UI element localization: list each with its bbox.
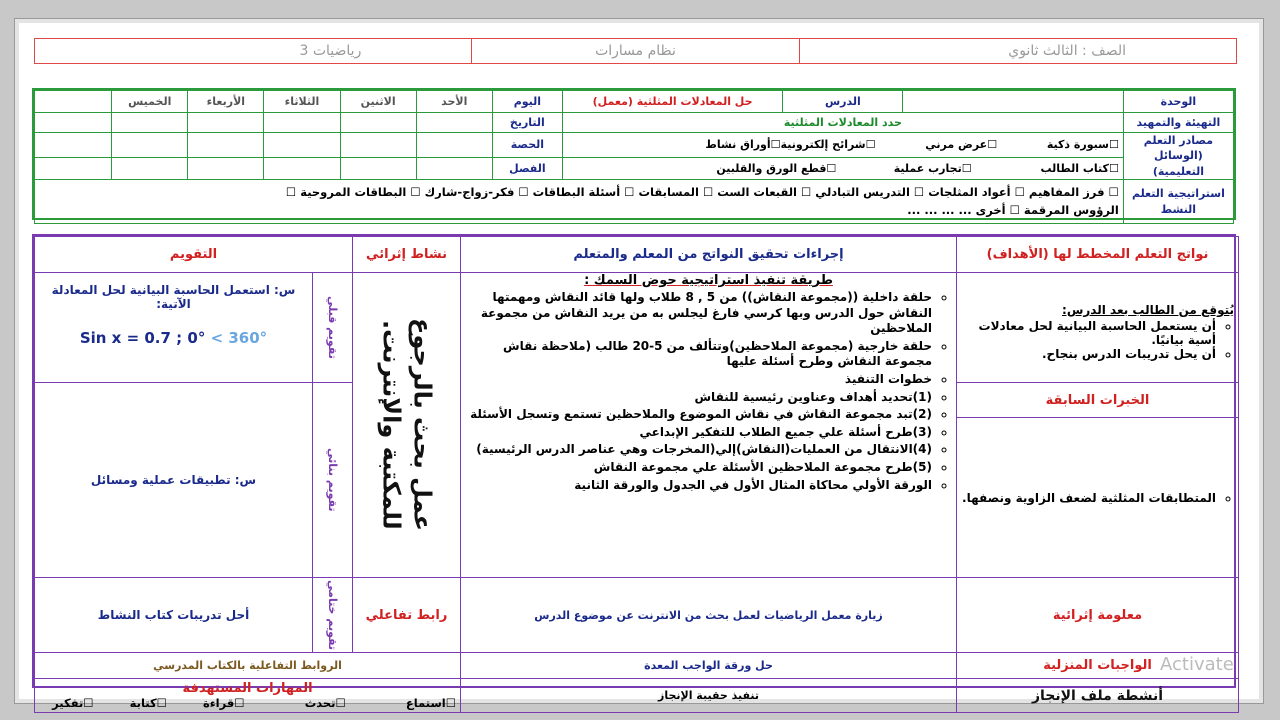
outcomes-cell <box>957 273 1239 383</box>
day-monday: الاثنين <box>340 91 416 113</box>
strategy-label: استراتيجية التعلم النشط <box>1123 180 1233 224</box>
res-worksheets: أوراق نشاط <box>705 138 771 152</box>
skill-thinking: ☐تفكير <box>52 696 94 711</box>
link-label: رابط تفاعلي <box>353 578 461 653</box>
proc-item-6: ◦ (3)طرح أسئلة علي جميع الطلاب للتفكير الإبداعي <box>465 425 932 441</box>
proc-item-2: ◦ حلقة خارجية (مجموعة الملاحظين)وتتألف من 5-20 طالب (ملاحظة نقاش مجموعة النقاش وطرح أسئلة عليها <box>465 339 932 370</box>
activate-watermark: Activate <box>1160 654 1234 675</box>
unit-label: الوحدة <box>1123 91 1233 113</box>
skills-cell <box>35 679 461 713</box>
resources-row1: ☐سبورة ذكية ☐عرض مرني ☐شرائح إلكترونية☐أوراق نشاط <box>562 133 1123 158</box>
intro-label: التهيئة والتمهيد <box>1123 113 1233 133</box>
pre-assessment-label: تقويم قبلي <box>313 273 353 383</box>
activity-cell <box>353 273 461 578</box>
proc-item-1: ◦ حلقة داخلية ((مجموعة النقاش)) من 5 , 8 طلاب ولها قائد النقاش ومهمتها النقاش حول الدرس وبها كرسي فارغ ليجلس به من يريد النقاش من مجموعة الملاحظين <box>465 290 932 337</box>
res-flex-display: ☐عرض مرني <box>925 138 998 152</box>
prior-header: الخبرات السابقة <box>957 383 1239 418</box>
activity-text: عمل بحث بالرجوع للمكتبة والإنترنت. <box>377 318 437 532</box>
res-experiments: ☐تجارب عملية <box>893 161 972 175</box>
outcomes-header: نواتج التعلم المخطط لها (الأهداف) <box>957 237 1239 273</box>
header-bar <box>34 38 1237 64</box>
resources-label: مصادر التعلم (الوسائل التعليمية) <box>1123 133 1233 180</box>
day-label: اليوم <box>492 91 562 113</box>
summative-text: أحل تدريبات كتاب النشاط <box>35 578 313 653</box>
portfolio-label: أنشطة ملف الإنجاز <box>957 679 1239 713</box>
proc-item-9: ◦ الورقة الأولي محاكاة المثال الأول في الجدول والورقة الثانية <box>465 478 932 494</box>
outcome-2: ◦ أن يحل تدريبات الدرس بنجاح. <box>961 347 1216 361</box>
proc-item-3: ◦ خطوات التنفيذ <box>465 372 932 388</box>
skill-listening: ☐استماع <box>405 696 457 711</box>
pre-assessment-text: س: استعمل الحاسبة البيانية لحل المعادلة الآتية: <box>51 283 296 311</box>
system-cell: نظام مسارات <box>471 39 798 63</box>
link-value: الروابط التفاعلية بالكتاب المدرسي <box>35 653 461 679</box>
day-tuesday: الثلاثاء <box>264 91 340 113</box>
formative-text: س: تطبيقات عملية ومسائل <box>35 383 313 578</box>
lesson-label: الدرس <box>783 91 903 113</box>
pre-assessment-cell <box>35 273 313 383</box>
outcome-1: ◦ أن يستعمل الحاسبة البيانية لحل معادلات أسية بيانيًا. <box>961 319 1216 347</box>
resources-row2 <box>562 157 1123 179</box>
class-label: الفصل <box>492 157 562 179</box>
date-label: التاريخ <box>492 113 562 133</box>
skills-label: المهارات المستهدفة <box>182 681 313 697</box>
proc-item-7: ◦ (4)الانتقال من العمليات(النقاش)إلي(المخرجات وهي عناصر الدرس الرئيسية) <box>465 442 932 458</box>
activity-header: نشاط إثرائي <box>353 237 461 273</box>
skill-speaking: ☐تحدث <box>304 696 346 711</box>
grade-cell: الصف : الثالث ثانوي <box>799 39 1236 63</box>
equation-tail: < 360° <box>210 329 268 347</box>
info-block <box>32 88 1236 220</box>
day-sunday: الأحد <box>416 91 492 113</box>
res-student-book: ☐كتاب الطالب <box>1040 161 1119 175</box>
intro-value: حدد المعادلات المثلثية <box>562 113 1123 133</box>
homework-label: الواجبات المنزلية <box>957 653 1239 679</box>
proc-item-5: ◦ (2)تبد مجموعة النقاش في نقاش الموضوع والملاحظين تستمع وتسجل الأسئلة <box>465 407 932 423</box>
proc-item-8: ◦ (5)طرح مجموعة الملاحظين الأسئلة علي مجموعة النقاش <box>465 460 932 476</box>
proc-item-4: ◦ (1)تحديد أهداف وعناوين رئيسية للنقاش <box>465 390 932 406</box>
subject-cell: رياضيات 3 <box>299 43 362 59</box>
info-label: معلومة إثرائية <box>957 578 1239 653</box>
prior-text: ◦ المتطابقات المثلثية لضعف الزاوية ونصفها. <box>961 491 1216 505</box>
summative-label: تقويم ختامي <box>313 578 353 653</box>
skill-reading: ☐قراءة <box>203 696 245 711</box>
res-smart-board: ☐سبورة ذكية <box>1046 138 1119 152</box>
strategy-options: ☐ فرز المفاهيم ☐ أعواد المثلجات ☐ التدريس التبادلي ☐ القبعات الست ☐ المسابقات ☐ أسئلة البطاقات ☐ فكر-زواج-شارك ☐ البطاقات المروحية ☐ الرؤوس المرقمة ☐ أخرى ... ... ... ... <box>35 180 1124 224</box>
equation: Sin x = 0.7 ; 0° < 360° <box>79 329 268 347</box>
outcomes-title: يُتوقع من الطالب بعد الدرس: <box>1062 303 1235 317</box>
skill-writing: ☐كتابة <box>129 696 167 711</box>
period-label: الحصة <box>492 133 562 158</box>
homework-value: حل ورقة الواجب المعدة <box>461 653 957 679</box>
strategy-row2: الرؤوس المرقمة ☐ أخرى ... ... ... ... <box>907 202 1119 217</box>
procedures-cell <box>461 273 957 578</box>
procedures-title: طريقة تنفيذ استراتيجية حوض السمك : <box>584 273 833 288</box>
portfolio-value: تنفيذ حقيبة الإنجاز <box>461 679 957 713</box>
main-block <box>32 234 1236 711</box>
info-value: زيارة معمل الرياضيات لعمل بحث من الانترنت عن موضوع الدرس <box>461 578 957 653</box>
res-slides: ☐شرائح إلكترونية <box>780 138 876 152</box>
formative-label: تقويم بنائي <box>313 383 353 578</box>
day-wednesday: الأربعاء <box>188 91 264 113</box>
unit-value <box>903 91 1123 113</box>
procedures-header: إجراءات تحقيق النواتج من المعلم والمتعلم <box>461 237 957 273</box>
prior-cell <box>957 418 1239 578</box>
strategy-row1: فرز المفاهيم ☐ أعواد المثلجات ☐ التدريس التبادلي ☐ القبعات الست ☐ المسابقات ☐ أسئلة البطاقات ☐ فكر-زواج-شارك ☐ البطاقات المروحية ☐ <box>285 184 1105 199</box>
day-thursday: الخميس <box>112 91 188 113</box>
lesson-value: حل المعادلات المثلثية (معمل) <box>562 91 782 113</box>
assessment-header: التقويم <box>35 237 353 273</box>
res-paper-pieces: ☐قطع الورق والقلبين <box>716 161 837 175</box>
